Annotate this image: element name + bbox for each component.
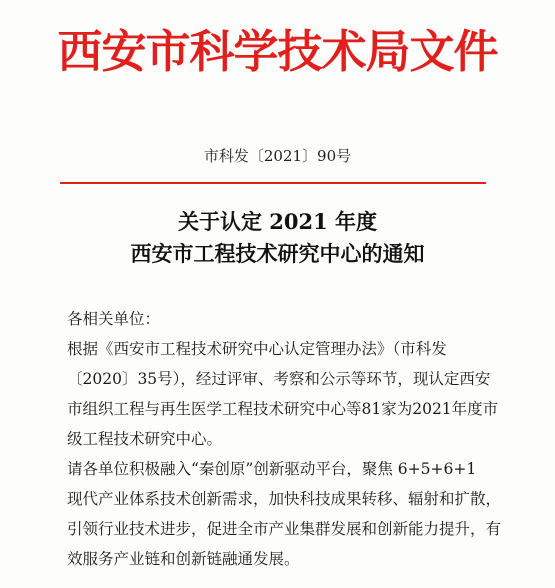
body-line-4: 级工程技术研究中心。	[67, 430, 223, 448]
document-number: 市科发〔2021〕90号	[203, 147, 352, 165]
body-line-1: 根据《西安市工程技术研究中心认定管理办法》（市科发	[67, 340, 447, 358]
body-line-2: 〔2020〕35号），经过评审、考察和公示等环节，现认定西安	[67, 370, 491, 388]
body-line-6: 现代产业体系技术创新需求，加快科技成果转移、辐射和扩散，	[67, 490, 502, 508]
document-title-line-1: 关于认定 2021 年度	[177, 209, 378, 234]
body-line-5: 请各单位积极融入“秦创原”创新驱动平台，聚焦 6+5+6+1	[67, 460, 477, 478]
body-line-7: 引领行业技术进步，促进全市产业集群发展和创新能力提升，有	[67, 520, 502, 538]
document-title-line-2: 西安市工程技术研究中心的通知	[130, 241, 425, 266]
body-line-8: 效服务产业链和创新链融通发展。	[67, 550, 300, 568]
issuer-header: 西安市科学技术局文件	[57, 25, 498, 78]
salutation: 各相关单位：	[67, 310, 161, 328]
red-divider-line	[60, 182, 486, 184]
body-line-3: 市组织工程与再生医学工程技术研究中心等81家为2021年度市	[67, 400, 499, 418]
